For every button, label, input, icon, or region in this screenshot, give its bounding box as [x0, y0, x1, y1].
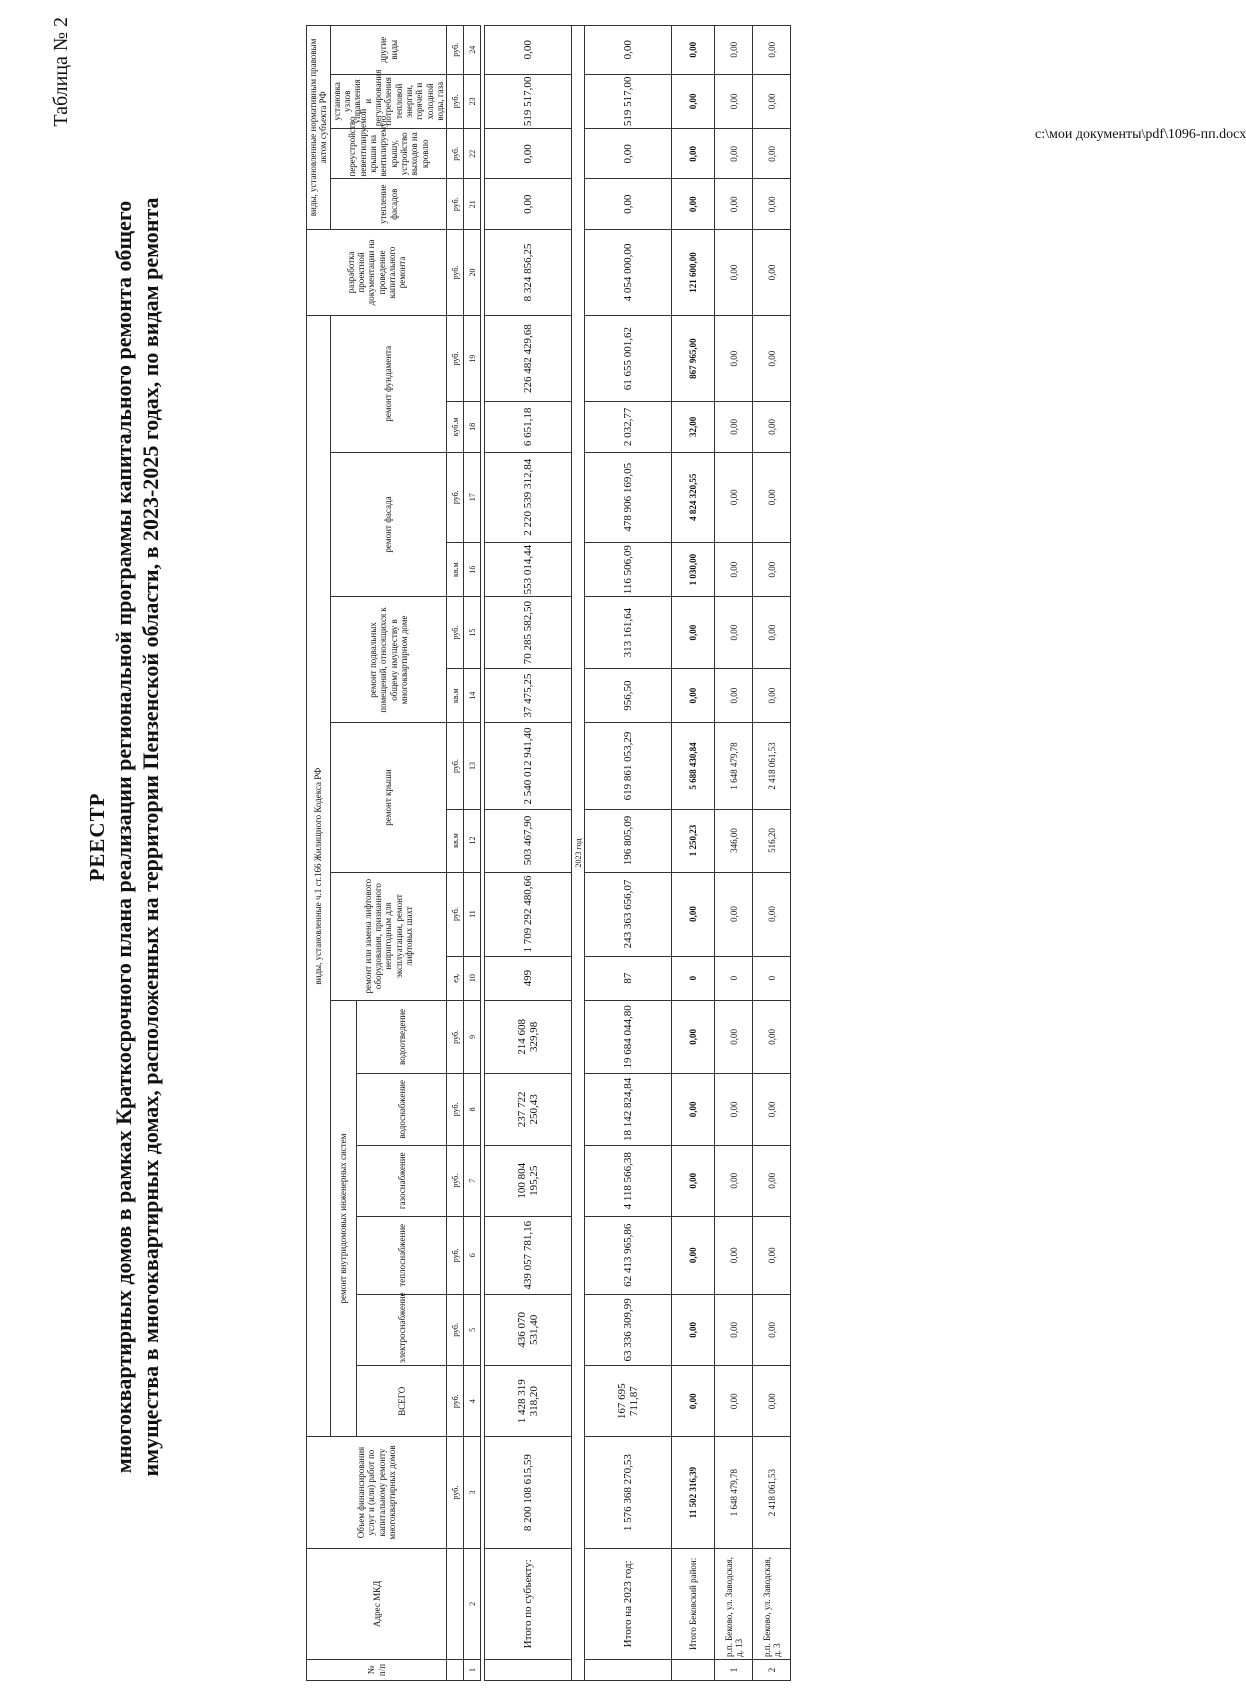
header-design: разработка проектной документации на проведение капитального ремонта — [307, 229, 447, 315]
table-cell: 0,00 — [753, 74, 791, 129]
table-cell: 167 695 711,87 — [585, 1366, 672, 1437]
table-cell: 8 200 108 615,59 — [485, 1437, 572, 1548]
table-cell: 0,00 — [715, 315, 753, 401]
table-cell: 619 861 053,29 — [585, 723, 672, 809]
table-cell: 62 413 965,86 — [585, 1216, 672, 1294]
header-total: ВСЕГО — [357, 1366, 447, 1437]
table-cell: 0,00 — [585, 26, 672, 75]
column-number: 1 — [464, 1660, 481, 1681]
table-cell: 0,00 — [672, 129, 715, 179]
unit-cell: руб. — [447, 1294, 464, 1365]
column-number: 3 — [464, 1437, 481, 1548]
column-number: 5 — [464, 1294, 481, 1365]
units-row — [447, 26, 464, 1681]
table-cell: 0,00 — [753, 452, 791, 542]
row-number — [485, 1660, 572, 1681]
unit-cell: руб. — [447, 229, 464, 315]
table-cell: 499 — [485, 956, 572, 1000]
table-cell: 121 600,00 — [672, 229, 715, 315]
table-cell: 0,00 — [715, 542, 753, 597]
unit-cell: руб. — [447, 1366, 464, 1437]
column-number: 17 — [464, 452, 481, 542]
column-number: 14 — [464, 668, 481, 723]
column-number: 21 — [464, 179, 481, 229]
table-cell: 214 608 329,98 — [485, 1000, 572, 1074]
unit-cell: руб. — [447, 872, 464, 956]
table-cell: 0,00 — [753, 179, 791, 229]
table-cell: 0,00 — [753, 872, 791, 956]
unit-cell: руб. — [447, 74, 464, 129]
column-number: 9 — [464, 1000, 481, 1074]
registry-table-wrapper — [306, 25, 791, 1681]
table-cell: 0,00 — [715, 26, 753, 75]
table-cell: 63 336 309,99 — [585, 1294, 672, 1365]
table-cell: 436 070 531,40 — [485, 1294, 572, 1365]
unit-cell: руб. — [447, 1145, 464, 1216]
title-line-3: имущества в многоквартирных домах, расположенных на территории Пензенской области, в 2023-2025 годах, по видам ремонта — [138, 197, 163, 1477]
header-foundation: ремонт фундамента — [330, 315, 447, 452]
table-cell: 0,00 — [715, 668, 753, 723]
unit-cell: руб. — [447, 26, 464, 75]
column-number: 18 — [464, 402, 481, 452]
column-number: 16 — [464, 542, 481, 597]
table-cell: 196 805,09 — [585, 809, 672, 872]
unit-cell: кв.м — [447, 542, 464, 597]
table-cell: 2 032,77 — [585, 402, 672, 452]
unit-cell: руб. — [447, 129, 464, 179]
table-cell: 0,00 — [753, 26, 791, 75]
table-cell: 1 648 479,78 — [715, 723, 753, 809]
table-cell: 867 965,00 — [672, 315, 715, 401]
column-number: 11 — [464, 872, 481, 956]
table-cell: 18 142 824,84 — [585, 1074, 672, 1145]
table-cell: 0,00 — [715, 179, 753, 229]
year-row — [572, 26, 585, 1681]
row-address: р.п. Беково, ул. Заводская, д. 3 — [753, 1548, 791, 1659]
unit-cell: руб. — [447, 723, 464, 809]
table-cell: 0,00 — [715, 1294, 753, 1365]
table-cell: 61 655 001,62 — [585, 315, 672, 401]
table-cell: 519 517,00 — [485, 74, 572, 129]
table-cell: 1 648 479,78 — [715, 1437, 753, 1548]
unit-cell: кв.м — [447, 809, 464, 872]
table-cell: 0,00 — [672, 872, 715, 956]
table-cell: 0,00 — [715, 1366, 753, 1437]
table-cell: 503 467,90 — [485, 809, 572, 872]
header-meters: установка узлов управления и регулирования потребления тепловой энергии, горячей и холодной воды, газа — [330, 74, 447, 129]
unit-cell: руб. — [447, 1437, 464, 1548]
header-group-lk: виды, установленные ч.1 ст.166 Жилищного Кодекса РФ — [307, 315, 331, 1436]
row-address: р.п. Беково, ул. Заводская, д. 13 — [715, 1548, 753, 1659]
table-cell: 0,00 — [715, 1000, 753, 1074]
table-cell: 243 363 656,07 — [585, 872, 672, 956]
table-cell: 0,00 — [753, 668, 791, 723]
table-cell: 11 502 316,39 — [672, 1437, 715, 1548]
table-cell: 0,00 — [672, 668, 715, 723]
row-address: Итого по субъекту: — [485, 1548, 572, 1659]
table-cell: 0,00 — [485, 26, 572, 75]
column-number: 23 — [464, 74, 481, 129]
row-address: Итого Бековский район: — [672, 1548, 715, 1659]
header-basement: ремонт подвальных помещений, относящихся к общему имуществу в многоквартирном доме — [330, 597, 447, 723]
table-cell: 0,00 — [672, 1294, 715, 1365]
table-cell: 0 — [715, 956, 753, 1000]
header-facade: ремонт фасада — [330, 452, 447, 597]
table-cell: 0,00 — [485, 129, 572, 179]
table-cell: 346,00 — [715, 809, 753, 872]
table-cell: 1 030,00 — [672, 542, 715, 597]
table-cell: 0 — [672, 956, 715, 1000]
unit-cell: куб.м — [447, 402, 464, 452]
column-number: 4 — [464, 1366, 481, 1437]
unit-cell: руб. — [447, 597, 464, 668]
table-cell: 0,00 — [715, 452, 753, 542]
table-cell: 70 285 582,50 — [485, 597, 572, 668]
table-cell: 0,00 — [672, 1074, 715, 1145]
table-row — [672, 26, 715, 1681]
header-other: другие виды — [330, 26, 447, 75]
table-cell: 0,00 — [585, 129, 672, 179]
table-cell: 19 684 044,80 — [585, 1000, 672, 1074]
row-number: 1 — [715, 1660, 753, 1681]
table-cell: 6 651,18 — [485, 402, 572, 452]
table-cell: 0,00 — [715, 402, 753, 452]
column-number: 6 — [464, 1216, 481, 1294]
column-number: 10 — [464, 956, 481, 1000]
unit-cell: руб. — [447, 452, 464, 542]
table-cell: 116 506,09 — [585, 542, 672, 597]
table-cell: 4 118 566,38 — [585, 1145, 672, 1216]
table-cell: 0,00 — [715, 597, 753, 668]
table-cell: 0,00 — [715, 74, 753, 129]
table-cell: 0 — [753, 956, 791, 1000]
header-group-internal: ремонт внутридомовых инженерных систем — [330, 1000, 357, 1437]
table-cell: 2 418 061,53 — [753, 723, 791, 809]
table-cell: 1 250,23 — [672, 809, 715, 872]
table-cell: 0,00 — [753, 597, 791, 668]
unit-cell: ед. — [447, 956, 464, 1000]
title-line-1: РЕЕСТР — [85, 792, 109, 882]
table-cell: 0,00 — [485, 179, 572, 229]
table-cell: 237 722 250,43 — [485, 1074, 572, 1145]
column-numbers-row — [464, 26, 481, 1681]
table-row — [753, 26, 791, 1681]
table-cell: 0,00 — [715, 1145, 753, 1216]
table-cell: 0,00 — [715, 872, 753, 956]
table-cell: 0,00 — [585, 179, 672, 229]
header-heat: теплоснабжение — [357, 1216, 447, 1294]
table-cell: 37 475,25 — [485, 668, 572, 723]
table-cell: 1 576 368 270,53 — [585, 1437, 672, 1548]
table-cell: 553 014,44 — [485, 542, 572, 597]
table-cell: 0,00 — [715, 229, 753, 315]
column-number: 8 — [464, 1074, 481, 1145]
header-volume: Объем финансирования услуг и (или) работ по капитальному ремонту многоквартирных домов — [307, 1437, 447, 1548]
table-cell: 0,00 — [753, 542, 791, 597]
table-cell: 956,50 — [585, 668, 672, 723]
table-label: Таблица № 2 — [50, 17, 72, 127]
table-row — [485, 26, 572, 1681]
row-number: 2 — [753, 1660, 791, 1681]
table-cell: 0,00 — [715, 1216, 753, 1294]
header-gas: газоснабжение — [357, 1145, 447, 1216]
table-cell: 0,00 — [753, 1366, 791, 1437]
table-cell: 0,00 — [672, 1216, 715, 1294]
table-cell: 1 428 319 318,20 — [485, 1366, 572, 1437]
table-cell: 0,00 — [715, 129, 753, 179]
column-number: 7 — [464, 1145, 481, 1216]
header-water-supply: водоснабжение — [357, 1074, 447, 1145]
header-refurb: переустройство невентилируемой крыши на вентилируемую крышу, устройство выходов на кровлю — [330, 129, 447, 179]
column-number: 12 — [464, 809, 481, 872]
table-cell: 0,00 — [753, 1000, 791, 1074]
unit-cell: руб. — [447, 1074, 464, 1145]
table-cell: 0,00 — [753, 402, 791, 452]
header-address: Адрес МКД — [307, 1548, 447, 1659]
column-number: 13 — [464, 723, 481, 809]
table-cell: 87 — [585, 956, 672, 1000]
table-cell: 0,00 — [672, 597, 715, 668]
document-title — [85, 77, 164, 1597]
table-cell: 8 324 856,25 — [485, 229, 572, 315]
column-number: 24 — [464, 26, 481, 75]
table-row — [585, 26, 672, 1681]
table-cell: 0,00 — [672, 179, 715, 229]
table-cell: 478 906 169,05 — [585, 452, 672, 542]
title-line-2: многоквартирных домов в рамках Краткосрочного плана реализации региональной программы капитального ремонта общего — [111, 200, 136, 1474]
header-elevator: ремонт или замена лифтового оборудования, признанного непригодным для эксплуатации, ремонт лифтовых шахт — [330, 872, 447, 1000]
header-group-subject: виды, установленные нормативным правовым актом субъекта РФ — [307, 26, 331, 230]
table-cell: 0,00 — [672, 1000, 715, 1074]
row-address: Итого на 2023 год: — [585, 1548, 672, 1659]
table-cell: 4 054 000,00 — [585, 229, 672, 315]
table-cell: 4 824 320,55 — [672, 452, 715, 542]
column-number: 19 — [464, 315, 481, 401]
table-cell: 1 709 292 480,66 — [485, 872, 572, 956]
table-cell: 5 688 430,84 — [672, 723, 715, 809]
row-number — [672, 1660, 715, 1681]
table-cell: 0,00 — [753, 129, 791, 179]
registry-table — [306, 25, 791, 1681]
file-path-footer — [1035, 126, 1246, 142]
unit-cell: кв.м — [447, 668, 464, 723]
table-cell: 0,00 — [672, 1366, 715, 1437]
table-cell: 2 418 061,53 — [753, 1437, 791, 1548]
table-cell: 0,00 — [672, 26, 715, 75]
table-cell: 0,00 — [672, 74, 715, 129]
table-cell: 0,00 — [672, 1145, 715, 1216]
header-electro: электроснабжение — [357, 1294, 447, 1365]
column-number: 22 — [464, 129, 481, 179]
unit-cell: руб. — [447, 179, 464, 229]
table-cell: 439 057 781,16 — [485, 1216, 572, 1294]
year-label: 2023 год — [572, 26, 585, 1681]
unit-cell: руб. — [447, 1000, 464, 1074]
table-cell: 0,00 — [753, 1216, 791, 1294]
table-cell: 32,00 — [672, 402, 715, 452]
unit-cell: руб. — [447, 1216, 464, 1294]
header-roof: ремонт крыши — [330, 723, 447, 872]
row-number — [585, 1660, 672, 1681]
header-insulation: утепление фасадов — [330, 179, 447, 229]
table-cell: 2 540 012 941,40 — [485, 723, 572, 809]
table-cell: 0,00 — [753, 1294, 791, 1365]
table-cell: 0,00 — [753, 1145, 791, 1216]
table-cell: 519 517,00 — [585, 74, 672, 129]
unit-cell: руб. — [447, 315, 464, 401]
column-number: 20 — [464, 229, 481, 315]
table-cell: 0,00 — [753, 315, 791, 401]
table-cell: 313 161,64 — [585, 597, 672, 668]
table-cell: 0,00 — [753, 1074, 791, 1145]
header-water-disposal: водоотведение — [357, 1000, 447, 1074]
table-cell: 0,00 — [715, 1074, 753, 1145]
column-number: 15 — [464, 597, 481, 668]
column-number: 2 — [464, 1548, 481, 1659]
header-num: № п/п — [307, 1660, 447, 1681]
table-cell: 0,00 — [753, 229, 791, 315]
table-cell: 100 804 195,25 — [485, 1145, 572, 1216]
table-row — [715, 26, 753, 1681]
table-cell: 2 220 539 312,84 — [485, 452, 572, 542]
file-path: c:\мои документы\pdf\1096-пп.docx — [1035, 127, 1246, 142]
table-cell: 226 482 429,68 — [485, 315, 572, 401]
table-cell: 516,20 — [753, 809, 791, 872]
